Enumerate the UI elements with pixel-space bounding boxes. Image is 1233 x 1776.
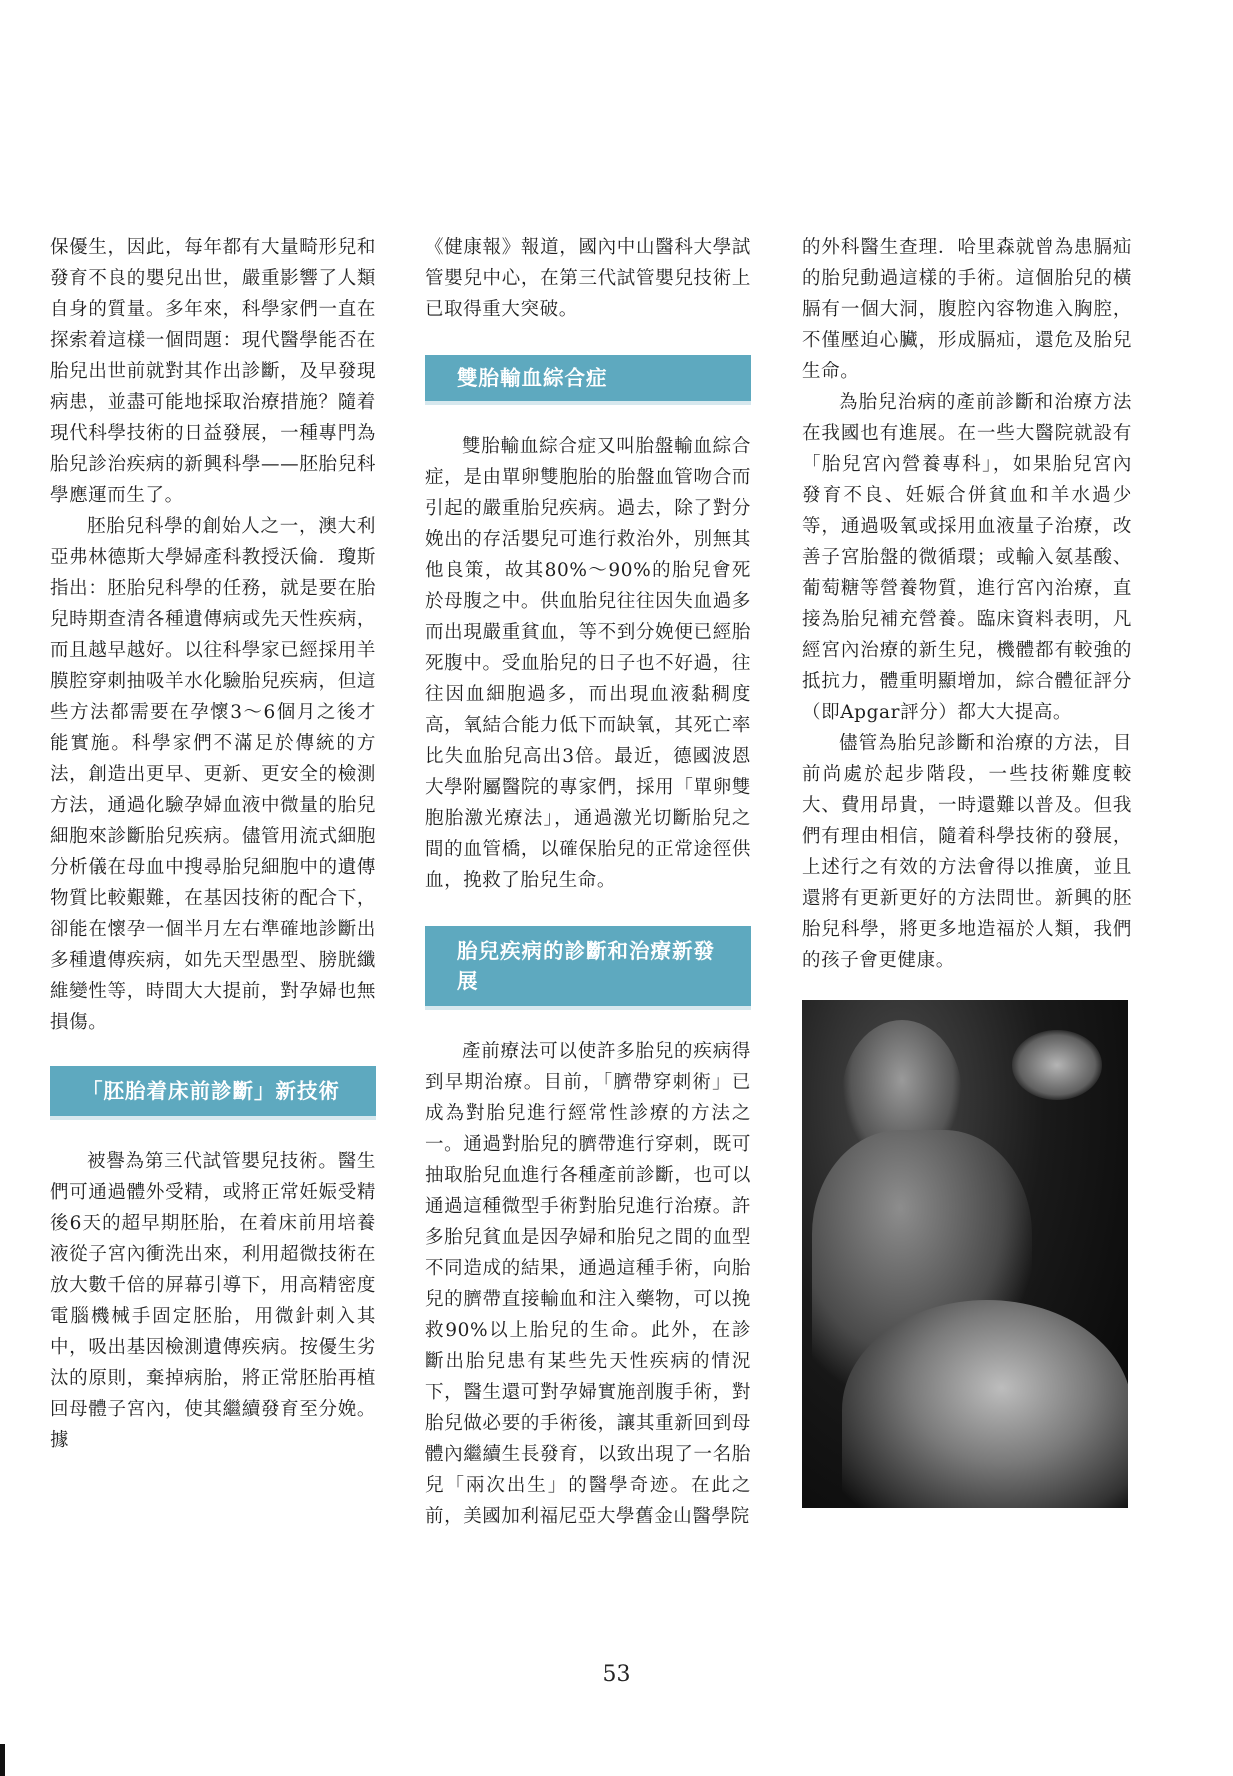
column-3: [802, 232, 1132, 1508]
scan-corner-mark: [0, 1744, 5, 1776]
paragraph: 被譽為第三代試管嬰兒技術。醫生們可通過體外受精，或將正常妊娠受精後6天的超早期胚胎，在着床前用培養液從子宮內衝洗出來，利用超微技術在放大數千倍的屏幕引導下，用高精密度電腦機械手固定胚胎，用微針刺入其中，吸出基因檢測遺傳疾病。按優生劣汰的原則，棄掉病胎，將正常胚胎再植回母體子宮內，使其繼續發育至分娩。據: [50, 1151, 376, 1451]
paragraph: 的外科醫生查理．哈里森就曾為患膈疝的胎兒動過這樣的手術。這個胎兒的橫膈有一個大洞，腹腔內容物進入胸腔，不僅壓迫心臟，形成膈疝，還危及胎兒生命。: [802, 237, 1132, 382]
surgery-photo: [802, 1000, 1128, 1508]
paragraph: 雙胎輸血綜合症又叫胎盤輸血綜合症，是由單卵雙胞胎的胎盤血管吻合而引起的嚴重胎兒疾病。過去，除了對分娩出的存活嬰兒可進行救治外，別無其他良策，故其80%～90%的胎兒會死於母腹之中。供血胎兒往往因失血過多而出現嚴重貧血，等不到分娩便已經胎死腹中。受血胎兒的日子也不好過，往往因血細胞過多，而出現血液黏稠度高，氧結合能力低下而缺氧，其死亡率比失血胎兒高出3倍。最近，德國波恩大學附屬醫院的專家們，採用「單卵雙胞胎激光療法」，通過激光切斷胎兒之間的血管橋，以確保胎兒的正常途徑供血，挽救了胎兒生命。: [425, 436, 751, 891]
surgical-drape: [842, 1300, 1128, 1508]
section-heading-fetal-diagnosis-treatment: 胎兒疾病的診斷和治療新發展: [425, 926, 751, 1006]
column-2: [425, 232, 751, 1532]
surgical-lamp: [1012, 1030, 1102, 1100]
section-heading-twin-transfusion: 雙胎輸血綜合症: [425, 355, 751, 401]
paragraph: 產前療法可以使許多胎兒的疾病得到早期治療。目前，「臍帶穿刺術」已成為對胎兒進行經常性診療的方法之一。通過對胎兒的臍帶進行穿刺，既可抽取胎兒血進行各種產前診斷，也可以通過這種微型手術對胎兒進行治療。許多胎兒貧血是因孕婦和胎兒之間的血型不同造成的結果，通過這種手術，向胎兒的臍帶直接輸血和注入藥物，可以挽救90%以上胎兒的生命。此外，在診斷出胎兒患有某些先天性疾病的情況下，醫生還可對孕婦實施剖腹手術，對胎兒做必要的手術後，讓其重新回到母體內繼續生長發育，以致出現了一名胎兒「兩次出生」的醫學奇迹。在此之前，美國加利福尼亞大學舊金山醫學院: [425, 1041, 751, 1527]
paragraph: 為胎兒治病的產前診斷和治療方法在我國也有進展。在一些大醫院就設有「胎兒宮內營養專科」，如果胎兒宮內發育不良、妊娠合併貧血和羊水過少等，通過吸氧或採用血液量子治療，改善子宮胎盤的微循環；或輸入氨基酸、葡萄糖等營養物質，進行宮內治療，直接為胎兒補充營養。臨床資料表明，凡經宮內治療的新生兒，機體都有較強的抵抗力，體重明顯增加，綜合體征評分（即Apgar評分）都大大提高。: [802, 392, 1132, 723]
paragraph: 胚胎兒科學的創始人之一，澳大利亞弗林德斯大學婦產科教授沃倫．瓊斯指出：胚胎兒科學的任務，就是要在胎兒時期查清各種遺傳病或先天性疾病，而且越早越好。以往科學家已經採用羊膜腔穿刺抽吸羊水化驗胎兒疾病，但這些方法都需要在孕懷3～6個月之後才能實施。科學家們不滿足於傳統的方法，創造出更早、更新、更安全的檢測方法，通過化驗孕婦血液中微量的胎兒細胞來診斷胎兒疾病。儘管用流式細胞分析儀在母血中搜尋胎兒細胞中的遺傳物質比較艱難，在基因技術的配合下，卻能在懷孕一個半月左右準確地診斷出多種遺傳疾病，如先天型愚型、膀胱纖維變性等，時間大大提前，對孕婦也無損傷。: [50, 516, 376, 1033]
paragraph: 儘管為胎兒診斷和治療的方法，目前尚處於起步階段，一些技術難度較大、費用昂貴，一時還難以普及。但我們有理由相信，隨着科學技術的發展，上述行之有效的方法會得以推廣，並且還將有更新更好的方法問世。新興的胚胎兒科學，將更多地造福於人類，我們的孩子會更健康。: [802, 733, 1132, 971]
paragraph: 《健康報》報道，國內中山醫科大學試管嬰兒中心，在第三代試管嬰兒技術上已取得重大突破。: [425, 237, 751, 320]
column-1: [50, 232, 376, 1456]
paragraph: 保優生，因此，每年都有大量畸形兒和發育不良的嬰兒出世，嚴重影響了人類自身的質量。多年來，科學家們一直在探索着這樣一個問題：現代醫學能否在胎兒出世前就對其作出診斷，及早發現病患，並盡可能地採取治療措施？隨着現代科學技術的日益發展，一種專門為胎兒診治疾病的新興科學——胚胎兒科學應運而生了。: [50, 237, 376, 506]
section-heading-preimplantation-diagnosis: 「胚胎着床前診斷」新技術: [50, 1066, 376, 1116]
page-number: 53: [602, 1662, 631, 1687]
